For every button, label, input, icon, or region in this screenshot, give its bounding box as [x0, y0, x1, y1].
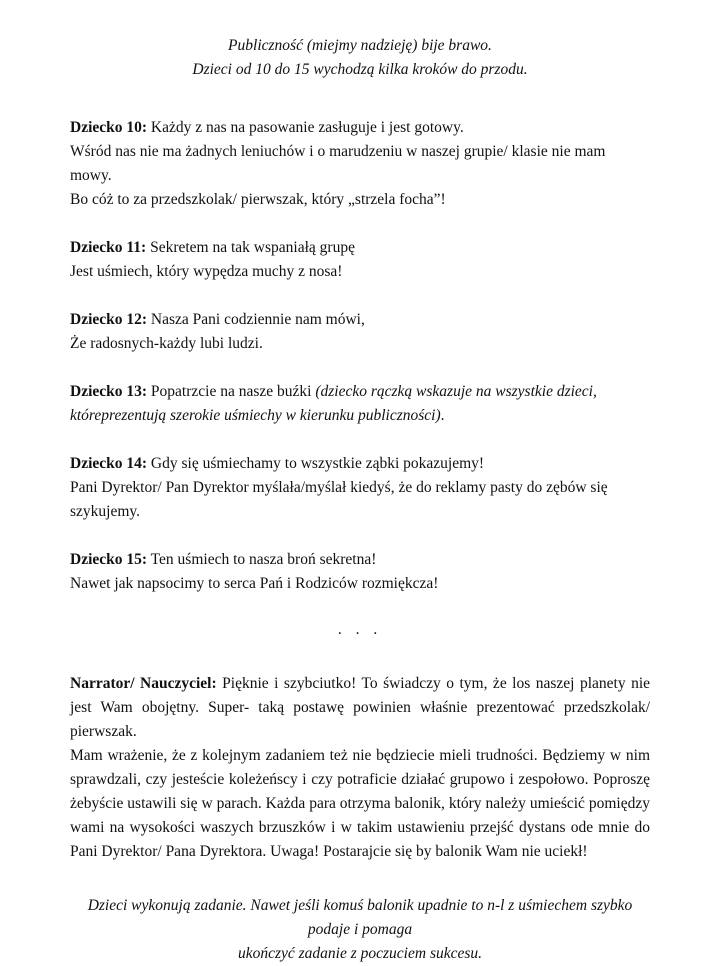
- speech-line: [70, 452, 650, 476]
- speech-text: Sekretem na tak wspaniałą grupę: [150, 239, 355, 256]
- section-separator: [70, 618, 650, 642]
- speech-line: [70, 236, 650, 260]
- separator-dots: . . .: [337, 621, 383, 638]
- speech-line: [70, 188, 650, 212]
- speech-block-dziecko-14: [70, 452, 650, 524]
- stage-direction-top: [70, 34, 650, 82]
- narrator-block: [70, 672, 650, 864]
- stage-direction-top-line-2: Dzieci od 10 do 15 wychodzą kilka kroków do przodu.: [192, 61, 528, 78]
- speech-text: Że radosnych-każdy lubi ludzi.: [70, 335, 263, 352]
- speaker-label: Dziecko 13:: [70, 383, 148, 400]
- speech-text-trailing: .: [440, 407, 445, 424]
- stage-direction-bottom: [70, 894, 650, 966]
- speech-line: [70, 476, 650, 524]
- speaker-label-narrator: Narrator/ Nauczyciel:: [70, 675, 217, 692]
- speech-line: [70, 140, 650, 188]
- narrator-text: Pięknie i szybciutko! To świadczy o tym, że los naszej planety nie jest Wam obojętny. Super- taką postawę powinien właśnie prezentować przedszkolak/ pierwszak.: [70, 675, 651, 740]
- speaker-label: Dziecko 15:: [70, 551, 148, 568]
- speech-line: [70, 548, 650, 572]
- speech-text: Każdy z nas na pasowanie zasługuje i jest gotowy.: [150, 119, 464, 136]
- speech-text: Nasza Pani codziennie nam mówi,: [150, 311, 365, 328]
- narrator-text: Mam wrażenie, że z kolejnym zadaniem też nie będziecie mieli trudności. Będziemy w nim sprawdzali, czy jesteście koleżeńscy i czy potraficie działać grupowo i zespołowo. Poproszę żebyście ustawili się w parach. Każda para otrzyma balonik, który należy umieścić pomiędzy wami na wysokości waszych brzuszków i w takim ustawieniu przejść dystans ode mnie do Pani Dyrektor/ Pana Dyrektora. Uwaga! Postarajcie się by balonik Wam nie uciekł!: [70, 747, 650, 860]
- speech-text: Jest uśmiech, który wypędza muchy z nosa!: [70, 263, 343, 280]
- speech-text: Bo cóż to za przedszkolak/ pierwszak, który „strzela focha”!: [70, 191, 446, 208]
- speech-block-dziecko-13: [70, 380, 650, 428]
- speech-block-dziecko-12: [70, 308, 650, 356]
- speech-line: [70, 572, 650, 596]
- speech-line: [70, 116, 650, 140]
- speaker-label: Dziecko 10:: [70, 119, 148, 136]
- speech-block-dziecko-11: [70, 236, 650, 284]
- speech-text: Ten uśmiech to nasza broń sekretna!: [150, 551, 377, 568]
- narrator-paragraph-1: [70, 672, 650, 744]
- narrator-paragraph-2: [70, 744, 650, 864]
- speaker-label: Dziecko 12:: [70, 311, 148, 328]
- stage-direction-bottom-line-1: Dzieci wykonują zadanie. Nawet jeśli komuś balonik upadnie to n-l z uśmiechem szybko podaje i pomaga: [87, 897, 633, 938]
- speech-text: Nawet jak napsocimy to serca Pań i Rodziców rozmiękcza!: [70, 575, 439, 592]
- speech-block-dziecko-10: [70, 116, 650, 212]
- stage-direction-top-line-1: Publiczność (miejmy nadzieję) bije brawo.: [228, 37, 492, 54]
- stage-direction-bottom-line-2: ukończyć zadanie z poczuciem sukcesu.: [237, 945, 483, 962]
- speech-block-dziecko-15: [70, 548, 650, 596]
- speech-text: Wśród nas nie ma żadnych leniuchów i o marudzeniu w naszej grupie/ klasie nie mam mowy.: [70, 143, 606, 184]
- speech-line: [70, 380, 650, 428]
- speech-text: Gdy się uśmiechamy to wszystkie ząbki pokazujemy!: [150, 455, 485, 472]
- speech-line: [70, 260, 650, 284]
- speech-line: [70, 332, 650, 356]
- speaker-label: Dziecko 11:: [70, 239, 147, 256]
- speech-text: Popatrzcie na nasze buźki: [150, 383, 316, 400]
- speech-line: [70, 308, 650, 332]
- inline-stage-direction: (dziecko rączką wskazuje na wszystkie dzieci, któreprezentują szerokie uśmiechy w kierunku publiczności): [70, 383, 597, 424]
- speech-text: Pani Dyrektor/ Pan Dyrektor myślała/myślał kiedyś, że do reklamy pasty do zębów się szykujemy.: [70, 479, 608, 520]
- speaker-label: Dziecko 14:: [70, 455, 148, 472]
